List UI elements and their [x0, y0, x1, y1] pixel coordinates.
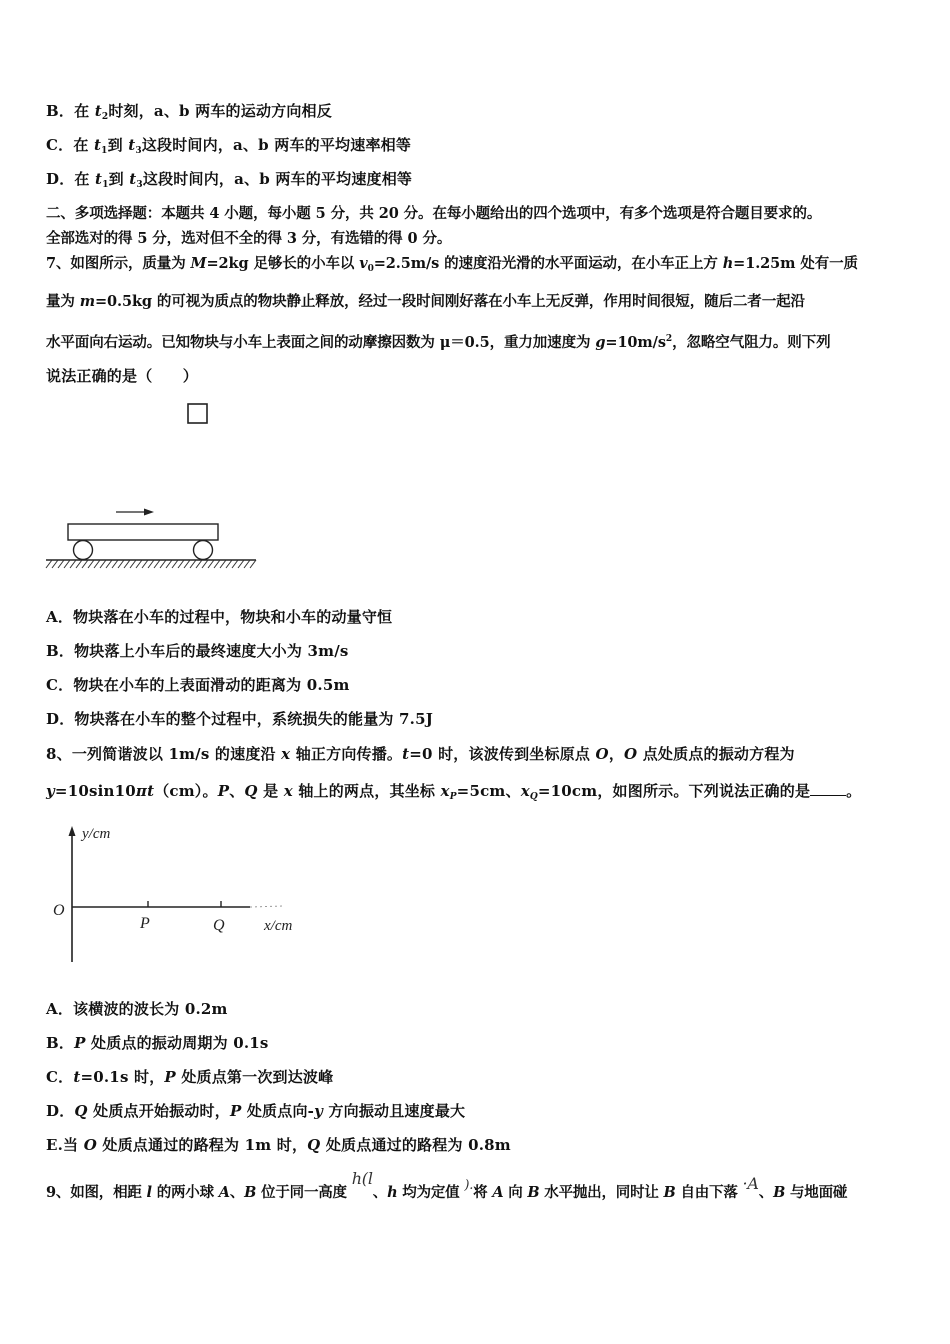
q6-option-b: B．在 $t_2$时刻，a、b 两车的运动方向相反 — [46, 102, 332, 122]
section2-heading-line2: 全部选对的得 5 分，选对但不全的得 3 分，有选错的得 0 分。 — [46, 230, 452, 247]
q6-option-c: C．在 $t_1$到 $t_3$这段时间内，a、b 两车的平均速率相等 — [46, 136, 412, 156]
x-axis-label: x/cm — [264, 918, 293, 934]
falling-block — [188, 404, 207, 423]
cart-wheel-right — [194, 541, 213, 560]
section2-heading-line1: 二、多项选择题：本题共 4 小题，每小题 5 分，共 20 分。在每小题给出的四个选项中，有多个选项是符合题目要求的。 — [46, 205, 822, 222]
option-label: B． — [46, 102, 75, 120]
q7-option-a: A．物块落在小车的过程中，物块和小车的动量守恒 — [46, 608, 393, 626]
q7-option-d: D．物块落在小车的整个过程中，系统损失的能量为 7.5J — [46, 710, 434, 728]
origin-label: O — [53, 902, 65, 919]
q-label: Q — [213, 917, 225, 934]
q7-option-c: C．物块在小车的上表面滑动的距离为 0.5m — [46, 676, 350, 694]
cart-body — [68, 524, 218, 540]
answer-blank[interactable] — [810, 781, 846, 796]
q7-stem-line1: 7、如图所示，质量为 M=2kg 足够长的小车以 $v_0=2.5m/s$ 的速度沿光滑的水平面运动，在小车正上方 h=1.25m 处有一质 — [46, 255, 858, 274]
q7-cart-figure — [40, 398, 270, 578]
q8-option-b: B．P 处质点的振动周期为 0.1s — [46, 1034, 269, 1052]
q6-option-d: D．在 $t_1$到 $t_3$这段时间内，a、b 两车的平均速度相等 — [46, 170, 413, 190]
q8-stem-line1: 8、一列简谐波以 1m/s 的速度沿 x 轴正方向传播。t=0 时，该波传到坐标原点 O，O 点处质点的振动方程为 — [46, 745, 795, 763]
q8-option-e: E.当 O 处质点通过的路程为 1m 时，Q 处质点通过的路程为 0.8m — [46, 1136, 511, 1154]
q8-stem-line2: y=10sin10πt（cm）。P、Q 是 x 轴上的两点，其坐标 $x_P=5cm$、$x_Q=10cm$，如图所示。下列说法正确的是 。 — [46, 782, 862, 802]
formula-fragment: ). — [464, 1178, 474, 1193]
p-label: P — [140, 915, 150, 932]
x-axis-faint-tail — [250, 906, 284, 907]
q8-option-d: D．Q 处质点开始振动时，P 处质点向-y 方向振动且速度最大 — [46, 1102, 466, 1120]
formula-fragment: h(l — [351, 1169, 373, 1188]
y-axis-arrow — [69, 826, 76, 836]
q8-option-a: A．该横波的波长为 0.2m — [46, 1000, 228, 1018]
q8-axes-figure — [44, 818, 314, 968]
formula-fragment: ·A — [742, 1174, 759, 1193]
q7-stem-line4: 说法正确的是（ ） — [46, 367, 199, 385]
q7-option-b: B．物块落上小车后的最终速度大小为 3m/s — [46, 642, 349, 660]
y-axis-label: y/cm — [82, 826, 111, 842]
cart-wheel-left — [74, 541, 93, 560]
ground-hatch — [46, 560, 256, 568]
q7-stem-line3: 水平面向右运动。已知物块与小车上表面之间的动摩擦因数为 μ＝0.5，重力加速度为 $g=10m/s^2$，忽略空气阻力。则下列 — [46, 334, 831, 351]
q7-stem-line2: 量为 m=0.5kg 的可视为质点的物块静止释放，经过一段时间刚好落在小车上无反弹，作用时间很短，随后二者一起沿 — [46, 293, 805, 310]
q8-option-c: C．t=0.1s 时，P 处质点第一次到达波峰 — [46, 1068, 334, 1086]
q9-stem-line1: 9、如图，相距 l 的两小球 A、B 位于同一高度 h(l、h 均为定值 ).将 A 向 B 水平抛出，同时让 B 自由下落 ·A、B 与地面碰 — [46, 1169, 848, 1201]
velocity-arrow-head — [144, 509, 154, 516]
